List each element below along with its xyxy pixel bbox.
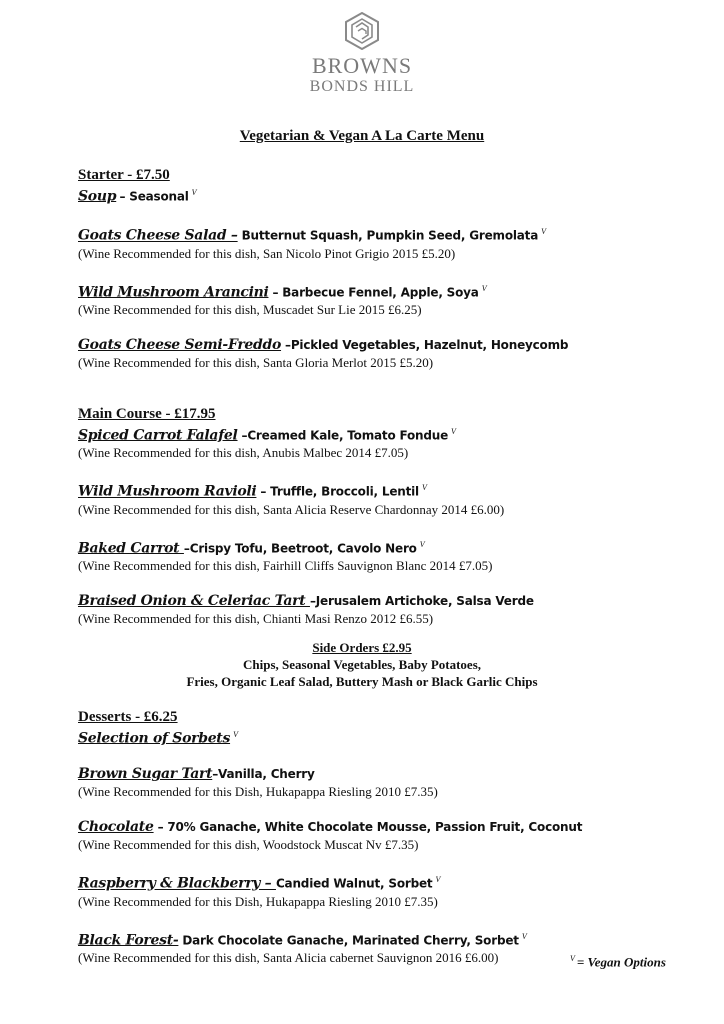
vegan-mark: V	[233, 729, 238, 739]
vegan-footnote	[570, 954, 666, 970]
side-orders-line: Fries, Organic Leaf Salad, Buttery Mash or Black Garlic Chips	[186, 673, 538, 689]
desserts-heading: Desserts - £6.25	[78, 708, 178, 725]
vegan-mark: V	[421, 483, 427, 493]
vegan-mark: V	[521, 931, 527, 941]
vegan-mark: V	[570, 954, 575, 963]
dish-description: – Truffle, Broccoli, Lentil	[256, 484, 419, 499]
dish-description: –Pickled Vegetables, Hazelnut, Honeycomb	[281, 337, 569, 352]
wine-recommendation: (Wine Recommended for this dish, Anubis Malbec 2014 £7.05)	[78, 445, 409, 461]
menu-item	[78, 871, 698, 909]
dish-description: – Seasonal	[119, 189, 189, 204]
dish-name: Spiced Carrot Falafel	[78, 427, 238, 444]
wine-recommendation: (Wine Recommended for this Dish, Hukapappa Riesling 2010 £7.35)	[78, 784, 438, 800]
dish-description: –Vanilla, Cherry	[212, 767, 315, 782]
wine-recommendation: (Wine Recommended for this dish, Santa Gloria Merlot 2015 £5.20)	[78, 354, 434, 370]
dish-name: Goats Cheese Salad –	[78, 227, 238, 244]
menu-item	[78, 818, 698, 853]
side-orders	[0, 639, 724, 690]
dish-description: Candied Walnut, Sorbet	[275, 876, 433, 891]
wine-recommendation: (Wine Recommended for this dish, Woodstock Muscat Nv £7.35)	[78, 837, 419, 853]
side-orders-line: Chips, Seasonal Vegetables, Baby Potatoes,	[243, 656, 481, 672]
wine-recommendation: (Wine Recommended for this dish, Muscadet Sur Lie 2015 £6.25)	[78, 301, 422, 317]
hexagon-logo-icon	[345, 12, 379, 50]
dish-name: Chocolate	[78, 819, 154, 836]
vegan-mark: V	[191, 188, 197, 197]
wine-recommendation: (Wine Recommended for this dish, Santa Alicia cabernet Sauvignon 2016 £6.00)	[78, 949, 499, 965]
menu-item	[78, 280, 698, 318]
wine-recommendation: (Wine Recommended for this dish, Chianti Masi Renzo 2012 £6.55)	[78, 610, 434, 626]
side-orders-title: Side Orders £2.95	[312, 639, 412, 655]
dish-name: Wild Mushroom Ravioli	[78, 483, 257, 500]
wine-recommendation: (Wine Recommended for this Dish, Hukapappa Riesling 2010 £7.35)	[78, 893, 438, 909]
wine-recommendation: (Wine Recommended for this dish, Santa Alicia Reserve Chardonnay 2014 £6.00)	[78, 501, 505, 517]
dish-name: Raspberry & Blackberry –	[78, 875, 276, 892]
dish-name: Goats Cheese Semi-Freddo	[78, 336, 282, 353]
vegan-mark: V	[435, 875, 441, 885]
menu-item	[78, 223, 698, 261]
dish-description: –Crispy Tofu, Beetroot, Cavolo Nero	[183, 540, 417, 555]
dish-description: –Jerusalem Artichoke, Salsa Verde	[309, 593, 534, 608]
menu-item	[78, 336, 698, 371]
logo	[300, 12, 424, 96]
footnote-text: = Vegan Options	[576, 954, 666, 970]
vegan-mark: V	[541, 227, 546, 237]
brand-location: BONDS HILL	[309, 78, 415, 95]
brand-name: BROWNS	[311, 53, 413, 78]
dish-name: Brown Sugar Tart	[78, 766, 213, 783]
menu-item	[78, 765, 698, 800]
menu-item	[78, 479, 698, 517]
wine-recommendation: (Wine Recommended for this dish, Fairhill Cliffs Sauvignon Blanc 2014 £7.05)	[78, 557, 493, 573]
dish-name: Braised Onion & Celeriac Tart	[78, 592, 310, 609]
main-course-heading: Main Course - £17.95	[78, 405, 216, 422]
vegan-mark: V	[451, 426, 456, 436]
dish-name: Baked Carrot	[78, 539, 184, 556]
starter-heading: Starter - £7.50	[78, 167, 170, 183]
vegan-mark: V	[419, 539, 425, 549]
vegan-mark: V	[481, 283, 487, 293]
dish-name: Black Forest-	[78, 931, 179, 948]
wine-recommendation: (Wine Recommended for this dish, San Nicolo Pinot Grigio 2015 £5.20)	[78, 245, 456, 261]
dish-description: – Barbecue Fennel, Apple, Soya	[268, 284, 479, 299]
dish-name: Wild Mushroom Arancini	[78, 283, 269, 300]
menu-item	[78, 536, 698, 574]
dish-name: Soup	[78, 188, 117, 205]
dish-description: – 70% Ganache, White Chocolate Mousse, Passion Fruit, Coconut	[153, 820, 583, 835]
dish-description: –Creamed Kale, Tomato Fondue	[237, 428, 449, 443]
dish-name: Selection of Sorbets	[78, 730, 231, 747]
dish-description: Dark Chocolate Ganache, Marinated Cherry, Sorbet	[178, 932, 519, 947]
soup-item	[78, 184, 698, 205]
menu-title: Vegetarian & Vegan A La Carte Menu	[239, 128, 485, 144]
dish-description: Butternut Squash, Pumpkin Seed, Gremolata	[237, 228, 539, 243]
menu-item	[78, 423, 698, 461]
sorbets-item	[78, 726, 698, 747]
menu-item	[78, 592, 698, 627]
menu-content	[78, 166, 698, 966]
